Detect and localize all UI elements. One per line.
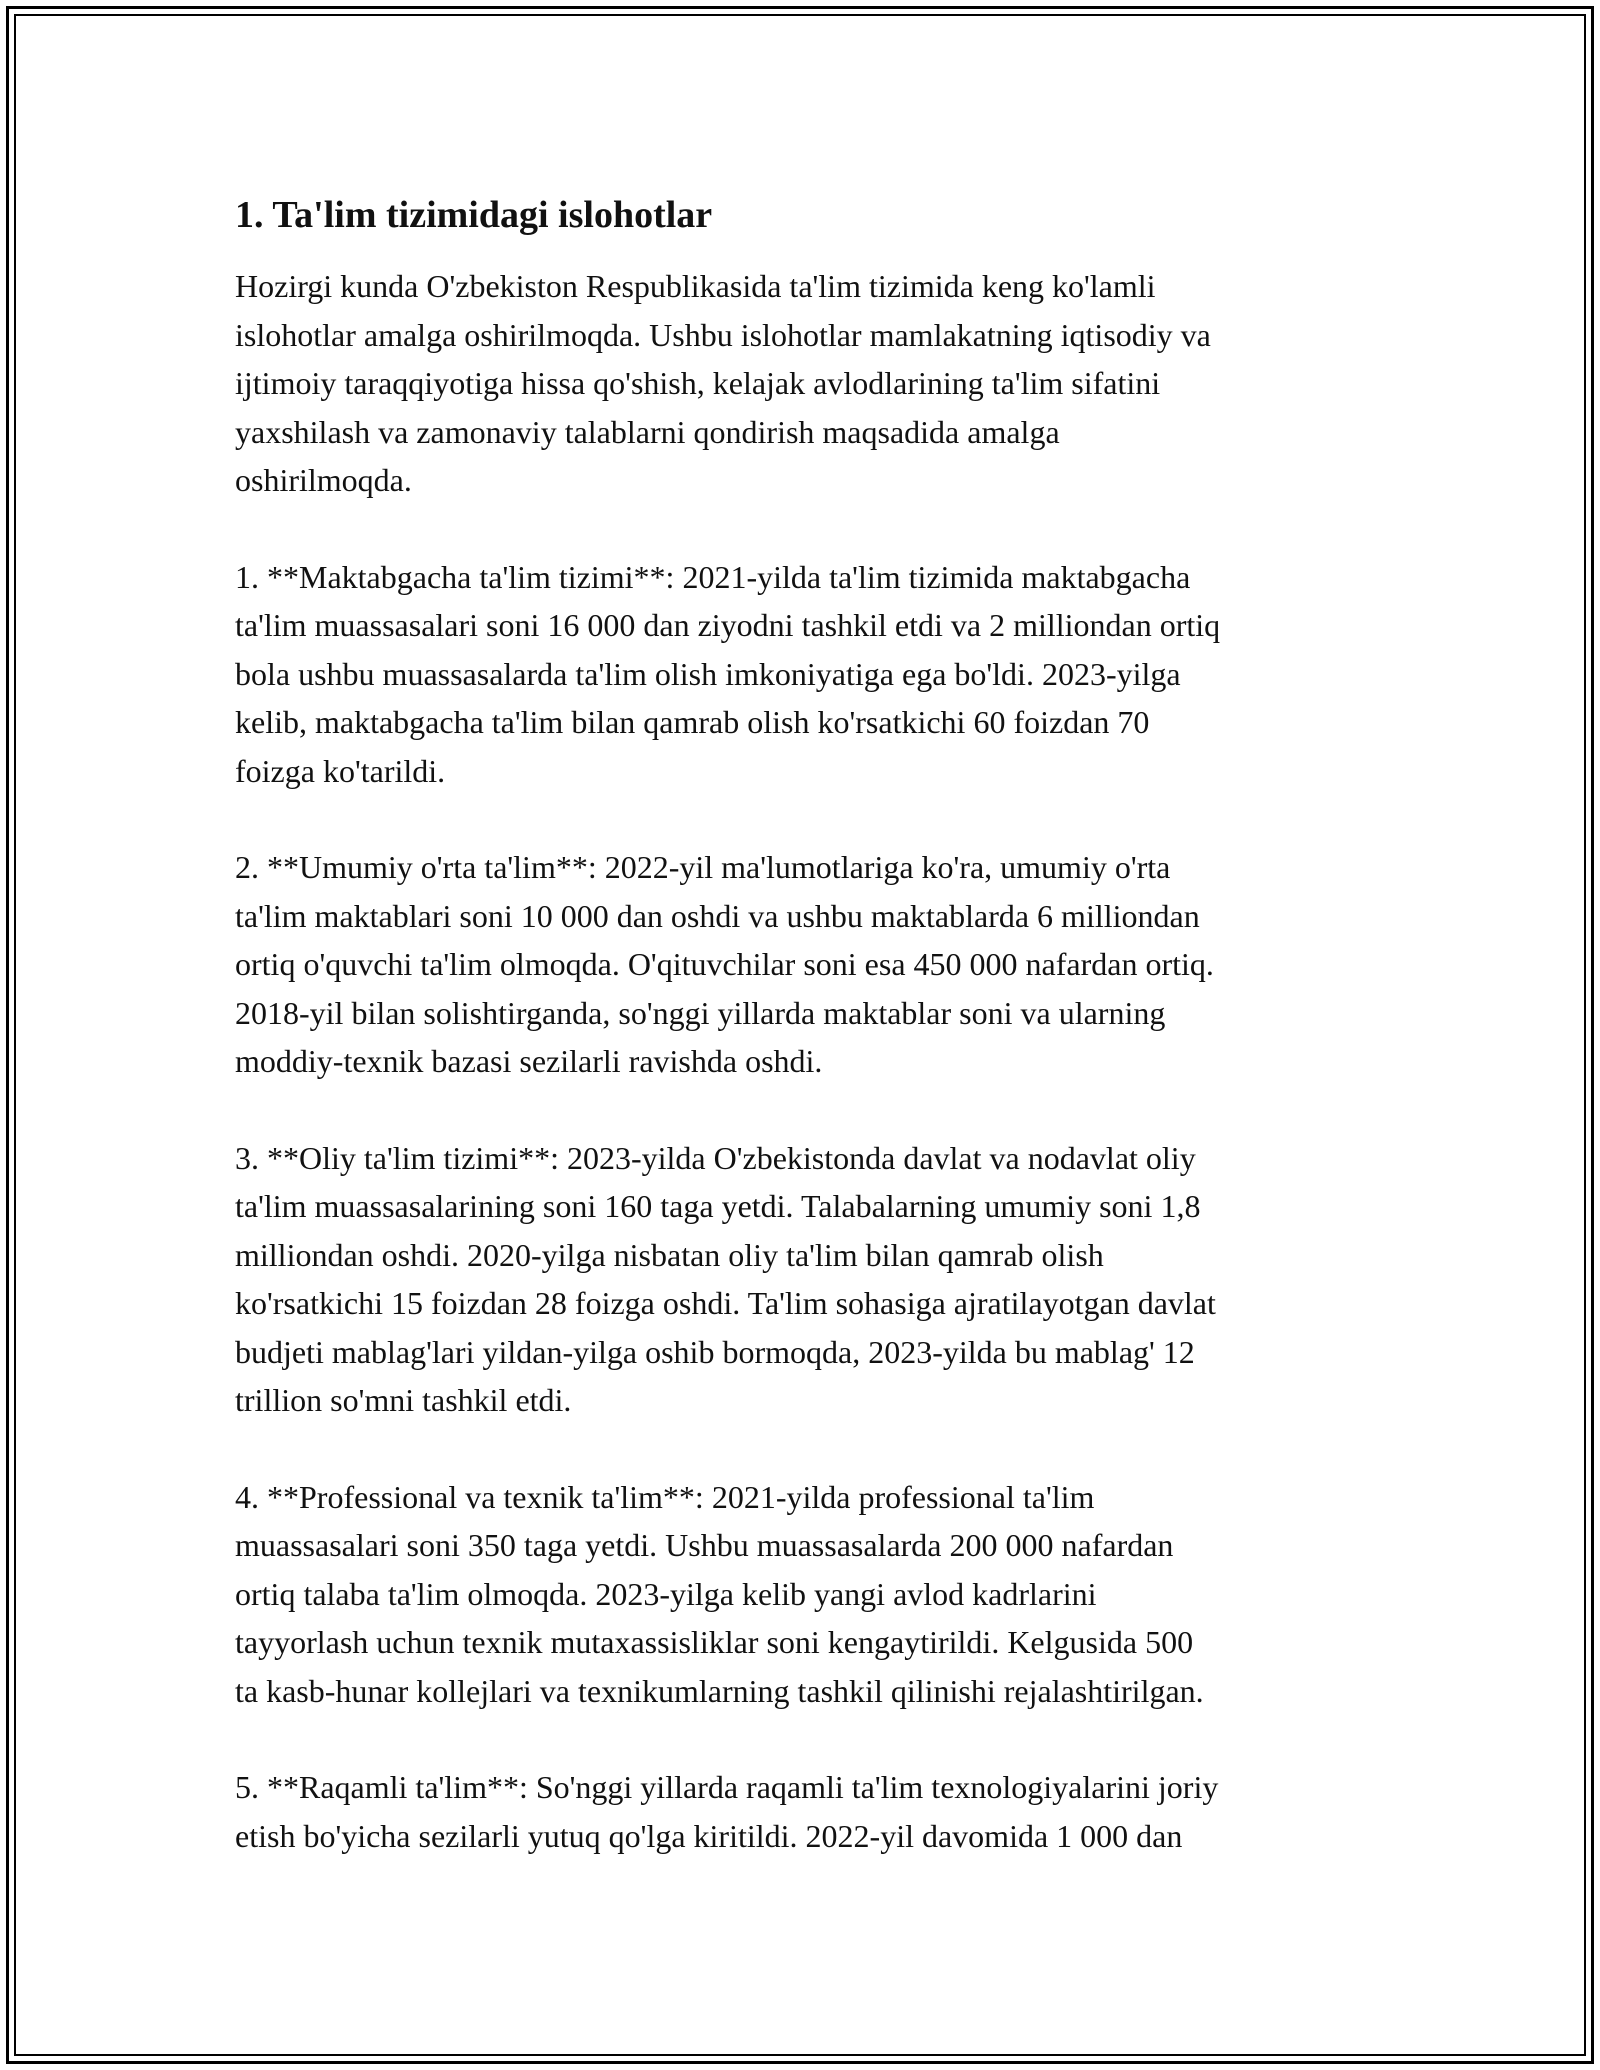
text-line: ta'lim muassasalari soni 16 000 dan ziyodni tashkil etdi va 2 milliondan ortiq: [235, 607, 1221, 643]
text-line: ta'lim maktablari soni 10 000 dan oshdi va ushbu maktablarda 6 milliondan: [235, 897, 1200, 934]
vocational-education-paragraph: [235, 1473, 1395, 1716]
higher-education-paragraph: [235, 1134, 1395, 1425]
text-line: milliondan oshdi. 2020-yilga nisbatan oliy ta'lim bilan qamrab olish: [235, 1236, 1104, 1273]
text-line: kelib, maktabgacha ta'lim bilan qamrab olish ko'rsatkichi 60 foizdan 70: [235, 704, 1150, 740]
text-line: Hozirgi kunda O'zbekiston Respublikasida ta'lim tizimida keng ko'lamli: [235, 268, 1156, 304]
text-line: islohotlar amalga oshirilmoqda. Ushbu islohotlar mamlakatning iqtisodiy va: [235, 316, 1211, 353]
text-line: 1. **Maktabgacha ta'lim tizimi**: 2021-yilda ta'lim tizimida maktabgacha: [235, 558, 1191, 595]
text-line: ortiq talaba ta'lim olmoqda. 2023-yilga kelib yangi avlod kadrlarini: [235, 1575, 1097, 1612]
text-line: ortiq o'quvchi ta'lim olmoqda. O'qituvchilar soni esa 450 000 nafardan ortiq.: [235, 946, 1214, 982]
text-line: ijtimoiy taraqqiyotiga hissa qo'shish, kelajak avlodlarining ta'lim sifatini: [235, 365, 1161, 401]
document-page: [235, 186, 1395, 1908]
text-line: ta'lim muassasalarining soni 160 taga yetdi. Talabalarning umumiy soni 1,8: [235, 1188, 1201, 1224]
text-line: trillion so'mni tashkil etdi.: [235, 1382, 572, 1418]
text-line: 4. **Professional va texnik ta'lim**: 2021-yilda professional ta'lim: [235, 1478, 1095, 1515]
text-line: ta kasb-hunar kollejlari va texnikumlarning tashkil qilinishi rejalashtirilgan.: [235, 1672, 1204, 1709]
text-line: 2018-yil bilan solishtirganda, so'nggi yillarda maktablar soni va ularning: [235, 994, 1166, 1031]
text-line: 5. **Raqamli ta'lim**: So'nggi yillarda raqamli ta'lim texnologiyalarini joriy: [235, 1769, 1219, 1805]
text-line: yaxshilash va zamonaviy talablarni qondirish maqsadida amalga: [235, 413, 1060, 450]
text-line: 3. **Oliy ta'lim tizimi**: 2023-yilda O'zbekistonda davlat va nodavlat oliy: [235, 1139, 1196, 1176]
text-line: etish bo'yicha sezilarli yutuq qo'lga kiritildi. 2022-yil davomida 1 000 dan: [235, 1817, 1183, 1854]
text-line: muassasalari soni 350 taga yetdi. Ushbu muassasalarda 200 000 nafardan: [235, 1527, 1174, 1563]
secondary-education-paragraph: [235, 843, 1395, 1086]
text-line: moddiy-texnik bazasi sezilarli ravishda oshdi.: [235, 1043, 823, 1079]
text-line: foizga ko'tarildi.: [235, 752, 446, 789]
intro-paragraph: [235, 262, 1395, 505]
text-line: budjeti mablag'lari yildan-yilga oshib bormoqda, 2023-yilda bu mablag' 12: [235, 1333, 1195, 1370]
text-line: oshirilmoqda.: [235, 462, 412, 498]
text-line: bola ushbu muassasalarda ta'lim olish imkoniyatiga ega bo'ldi. 2023-yilga: [235, 655, 1181, 692]
digital-education-paragraph: [235, 1763, 1395, 1860]
text-line: ko'rsatkichi 15 foizdan 28 foizga oshdi. Ta'lim sohasiga ajratilayotgan davlat: [235, 1285, 1216, 1321]
preschool-paragraph: [235, 553, 1395, 796]
section-heading: 1. Ta'lim tizimidagi islohotlar: [235, 194, 713, 236]
text-line: 2. **Umumiy o'rta ta'lim**: 2022-yil ma'lumotlariga ko'ra, umumiy o'rta: [235, 849, 1171, 885]
text-line: tayyorlash uchun texnik mutaxassisliklar soni kengaytirildi. Kelgusida 500: [235, 1624, 1194, 1660]
